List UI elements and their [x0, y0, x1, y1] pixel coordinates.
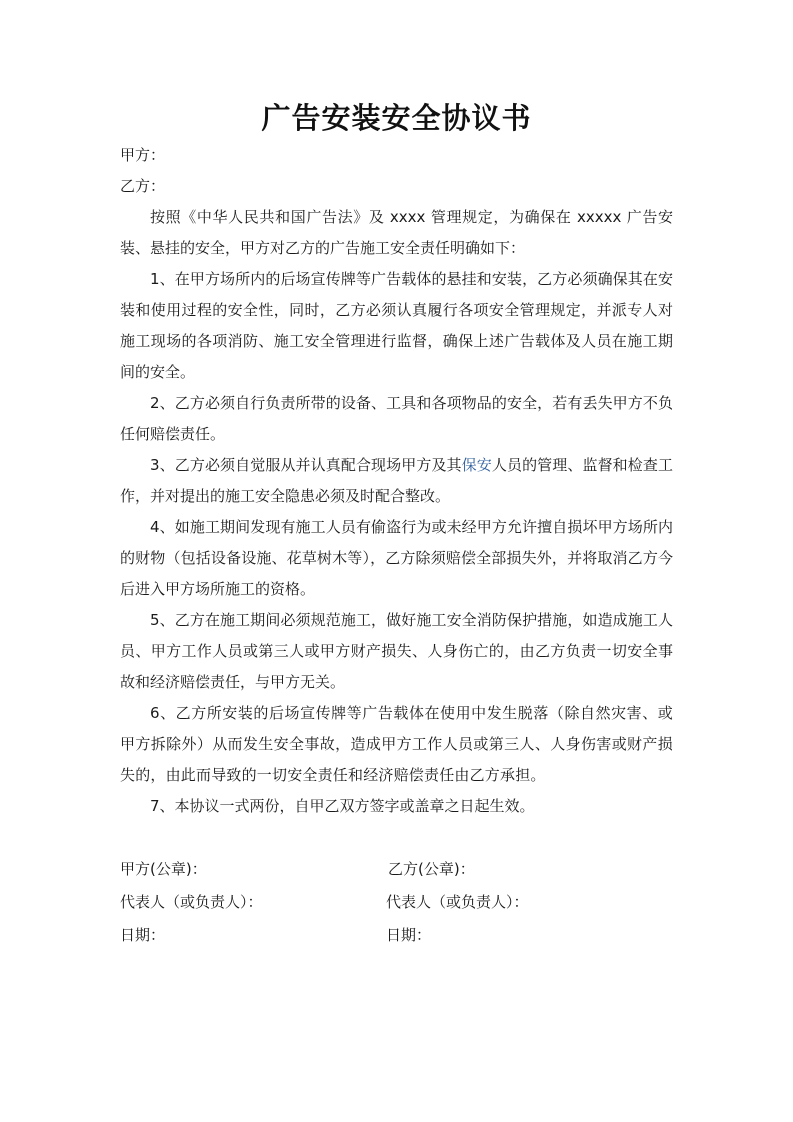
- clause-7: 7、本协议一式两份，自甲乙双方签字或盖章之日起生效。: [150, 797, 535, 815]
- clause-3-link[interactable]: 保安: [461, 456, 492, 474]
- party-a-date-label: 日期：: [120, 926, 166, 944]
- representative-row: [120, 886, 680, 919]
- party-b-representative-label: 代表人（或负责人）：: [386, 893, 529, 911]
- party-a-label: 甲方：: [120, 146, 166, 164]
- date-row: [120, 919, 680, 952]
- party-b-seal-label: 乙方(公章)：: [388, 860, 475, 878]
- party-b-label: 乙方：: [120, 177, 166, 195]
- clause-3-text-after: 人员的管理、监督和检查工作，并对提出的施工安全隐患必须及时配合整改。: [120, 456, 673, 505]
- clause-3-text-before: 3、乙方必须自觉服从并认真配合现场甲方及其: [150, 456, 462, 474]
- party-a-seal-label: 甲方(公章)：: [120, 860, 207, 878]
- clause-5: 5、乙方在施工期间必须规范施工，做好施工安全消防保护措施，如造成施工人员、甲方工作人员或第三人或甲方财产损失、人身伤亡的，由乙方负责一切安全事故和经济赔偿责任，与甲方无关。: [120, 611, 673, 691]
- clause-1: 1、在甲方场所内的后场宣传牌等广告载体的悬挂和安装，乙方必须确保其在安装和使用过程的安全性，同时，乙方必须认真履行各项安全管理规定，并派专人对施工现场的各项消防、施工安全管理进行监督，确保上述广告载体及人员在施工期间的安全。: [120, 270, 673, 381]
- intro-paragraph: 按照《中华人民共和国广告法》及 xxxx 管理规定，为确保在 xxxxx 广告安装、悬挂的安全，甲方对乙方的广告施工安全责任明确如下：: [120, 208, 673, 257]
- clause-2: 2、乙方必须自行负责所带的设备、工具和各项物品的安全，若有丢失甲方不负任何赔偿责任。: [120, 394, 673, 443]
- seal-row: [120, 853, 680, 886]
- document-body: [120, 140, 673, 822]
- document-title: 广告安装安全协议书: [261, 101, 532, 135]
- clause-6: 6、乙方所安装的后场宣传牌等广告载体在使用中发生脱落（除自然灾害、或甲方拆除外）从而发生安全事故，造成甲方工作人员或第三人、人身伤害或财产损失的，由此而导致的一切安全责任和经济赔偿责任由乙方承担。: [120, 704, 673, 784]
- party-b-date-label: 日期：: [386, 926, 432, 944]
- party-a-representative-label: 代表人（或负责人）：: [120, 893, 263, 911]
- signature-block: [120, 853, 680, 952]
- clause-3: [120, 450, 673, 512]
- clause-4: 4、如施工期间发现有施工人员有偷盗行为或未经甲方允许擅自损坏甲方场所内的财物（包括设备设施、花草树木等），乙方除须赔偿全部损失外，并将取消乙方今后进入甲方场所施工的资格。: [120, 518, 673, 598]
